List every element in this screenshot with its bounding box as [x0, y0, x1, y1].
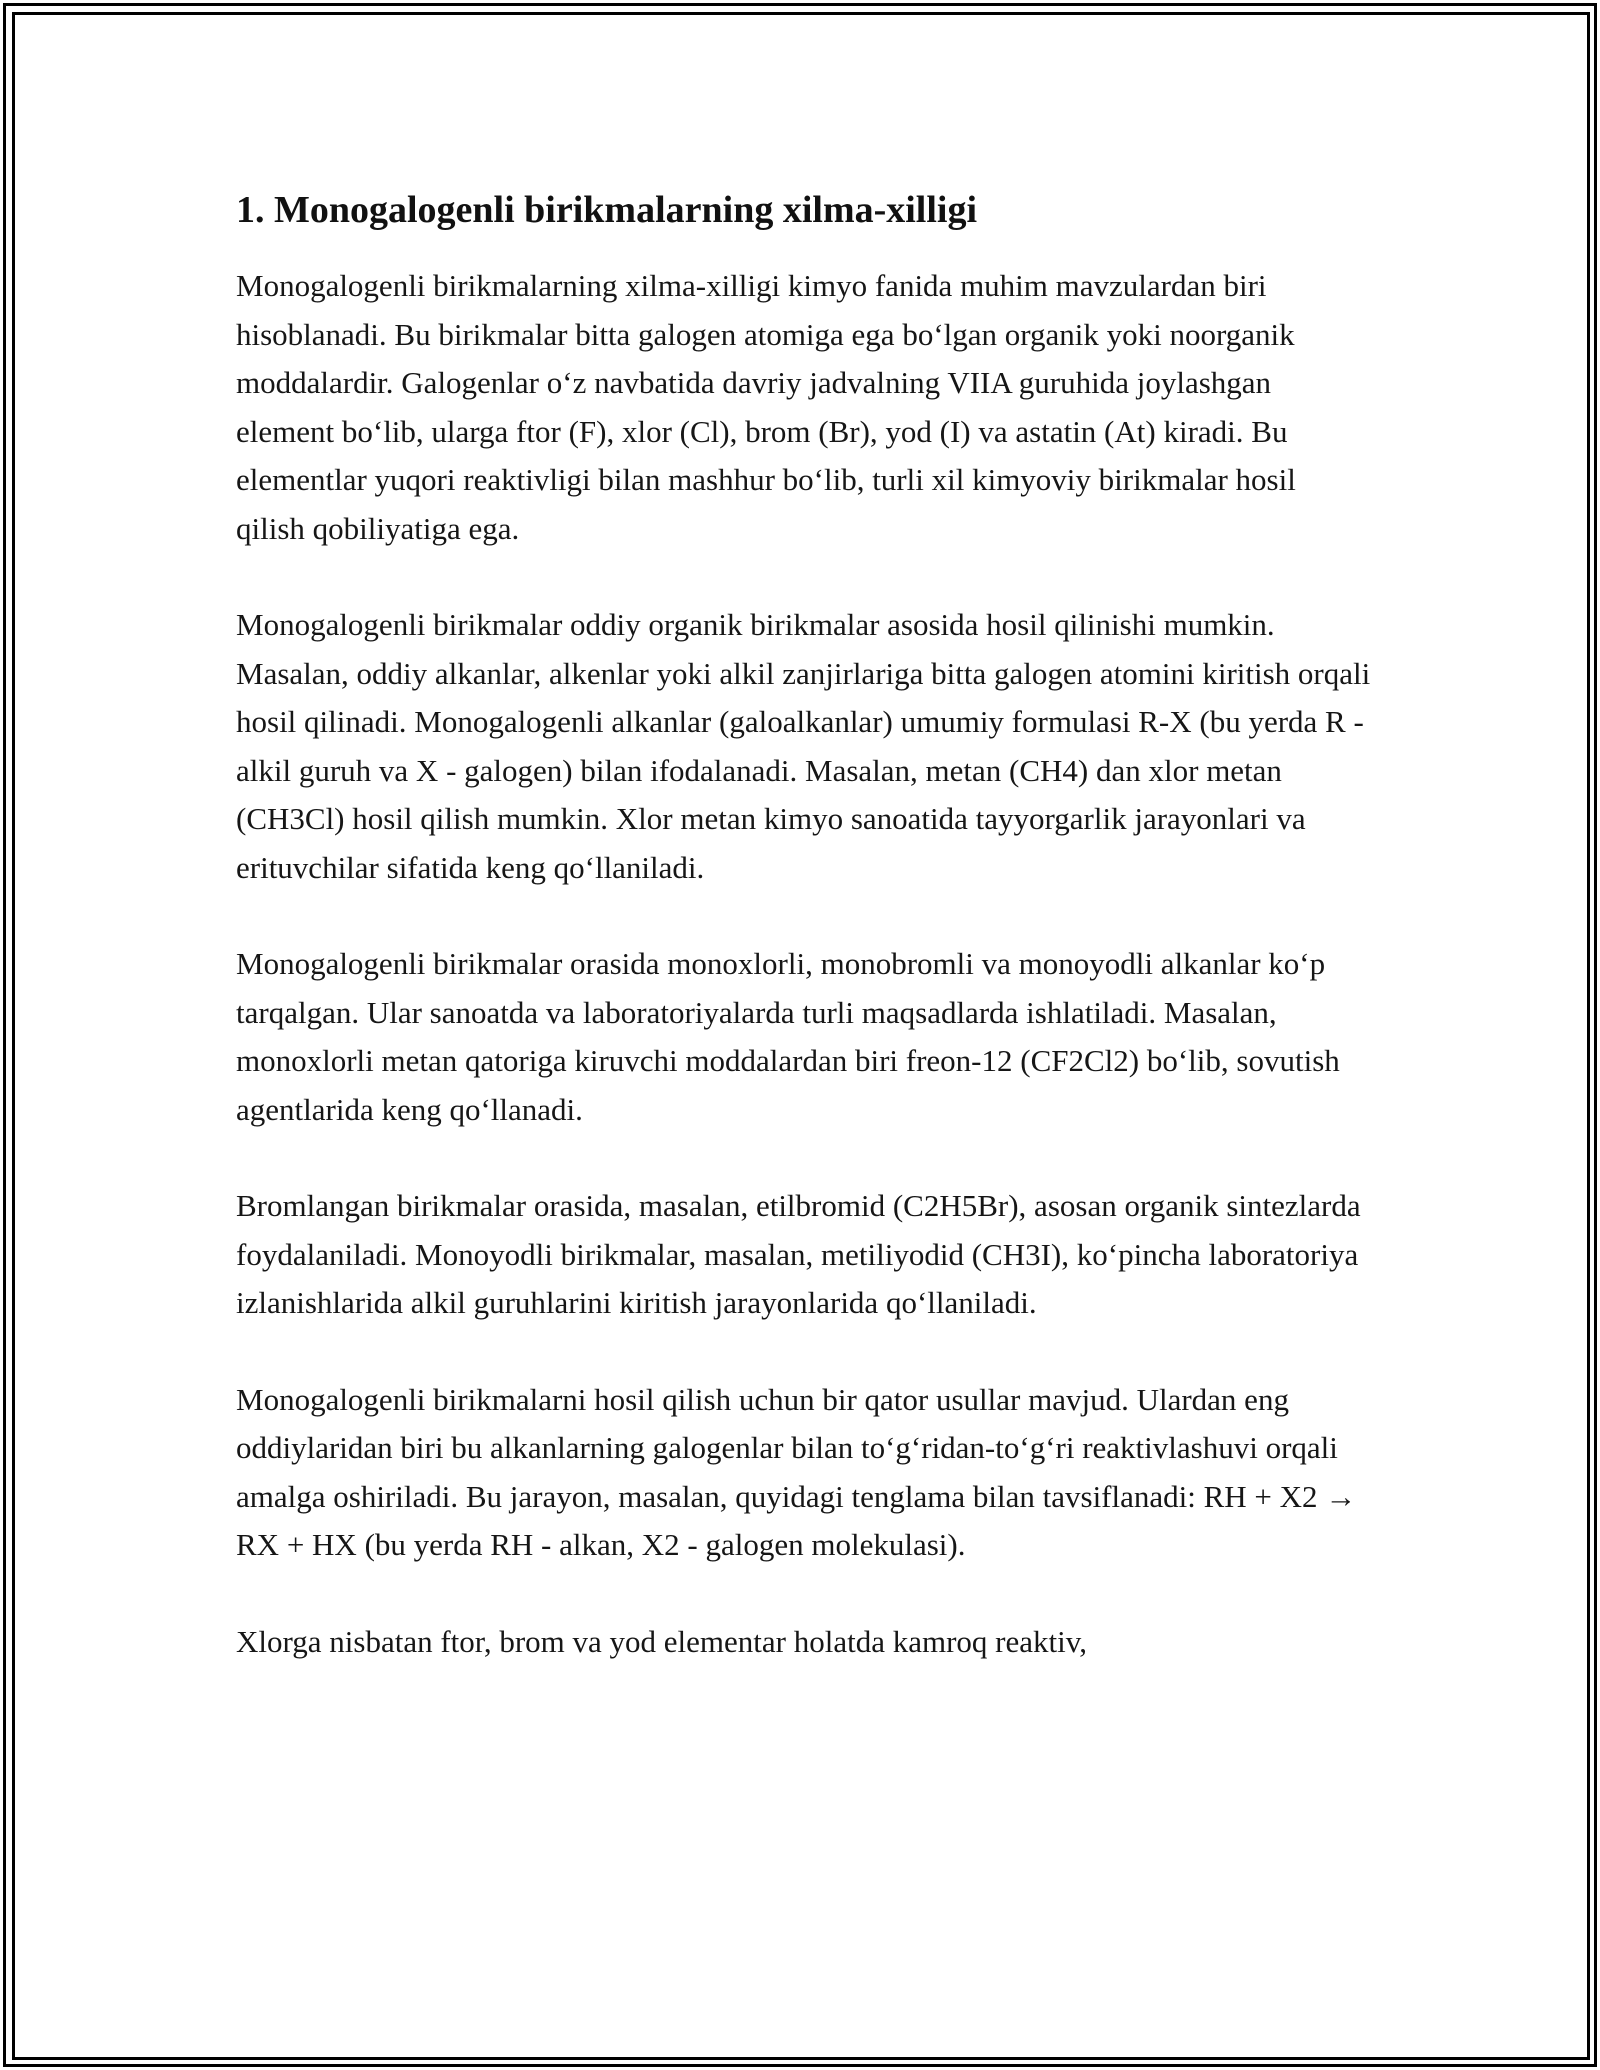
section-heading: 1. Monogalogenli birikmalarning xilma-xilligi: [236, 189, 978, 231]
paragraph-4: Bromlangan birikmalar orasida, masalan, etilbromid (C2H5Br), asosan organik sintezlarda foydalaniladi. Monoyodli birikmalar, masalan, metiliyodid (CH3I), ko‘pincha laboratoriya izlanishlarida alkil guruhlarini kiritish jarayonlarida qo‘llaniladi.: [236, 1188, 1361, 1320]
paragraph-5: Monogalogenli birikmalarni hosil qilish uchun bir qator usullar mavjud. Ulardan eng oddiylaridan biri bu alkanlarning galogenlar bilan to‘g‘ridan-to‘g‘ri reaktivlashuvi orqali amalga oshiriladi. Bu jarayon, masalan, quyidagi tenglama bilan tavsiflanadi: RH + X2 → RX + HX (bu yerda RH - alkan, X2 - galogen molekulasi).: [236, 1381, 1357, 1562]
paragraph-1: Monogalogenli birikmalarning xilma-xilligi kimyo fanida muhim mavzulardan biri hisoblanadi. Bu birikmalar bitta galogen atomiga ega bo‘lgan organik yoki noorganik moddalardir. Galogenlar o‘z navbatida davriy jadvalning VIIA guruhida joylashgan element bo‘lib, ularga ftor (F), xlor (Cl), brom (Br), yod (I) va astatin (At) kiradi. Bu elementlar yuqori reaktivligi bilan mashhur bo‘lib, turli xil kimyoviy birikmalar hosil qilish qobiliyatiga ega.: [236, 268, 1296, 546]
document-body: [236, 186, 1372, 1714]
paragraph-3: Monogalogenli birikmalar orasida monoxlorli, monobromli va monoyodli alkanlar ko‘p tarqalgan. Ular sanoatda va laboratoriyalarda turli maqsadlarda ishlatiladi. Masalan, monoxlorli metan qatoriga kiruvchi moddalardan biri freon-12 (CF2Cl2) bo‘lib, sovutish agentlarida keng qo‘llanadi.: [236, 946, 1340, 1127]
paragraph-2: Monogalogenli birikmalar oddiy organik birikmalar asosida hosil qilinishi mumkin. Masalan, oddiy alkanlar, alkenlar yoki alkil zanjirlariga bitta galogen atomini kiritish orqali hosil qilinadi. Monogalogenli alkanlar (galoalkanlar) umumiy formulasi R-X (bu yerda R - alkil guruh va X - galogen) bilan ifodalanadi. Masalan, metan (CH4) dan xlor metan (CH3Cl) hosil qilish mumkin. Xlor metan kimyo sanoatida tayyorgarlik jarayonlari va erituvchilar sifatida keng qo‘llaniladi.: [236, 607, 1371, 885]
paragraph-6: Xlorga nisbatan ftor, brom va yod elementar holatda kamroq reaktiv,: [236, 1623, 1087, 1659]
